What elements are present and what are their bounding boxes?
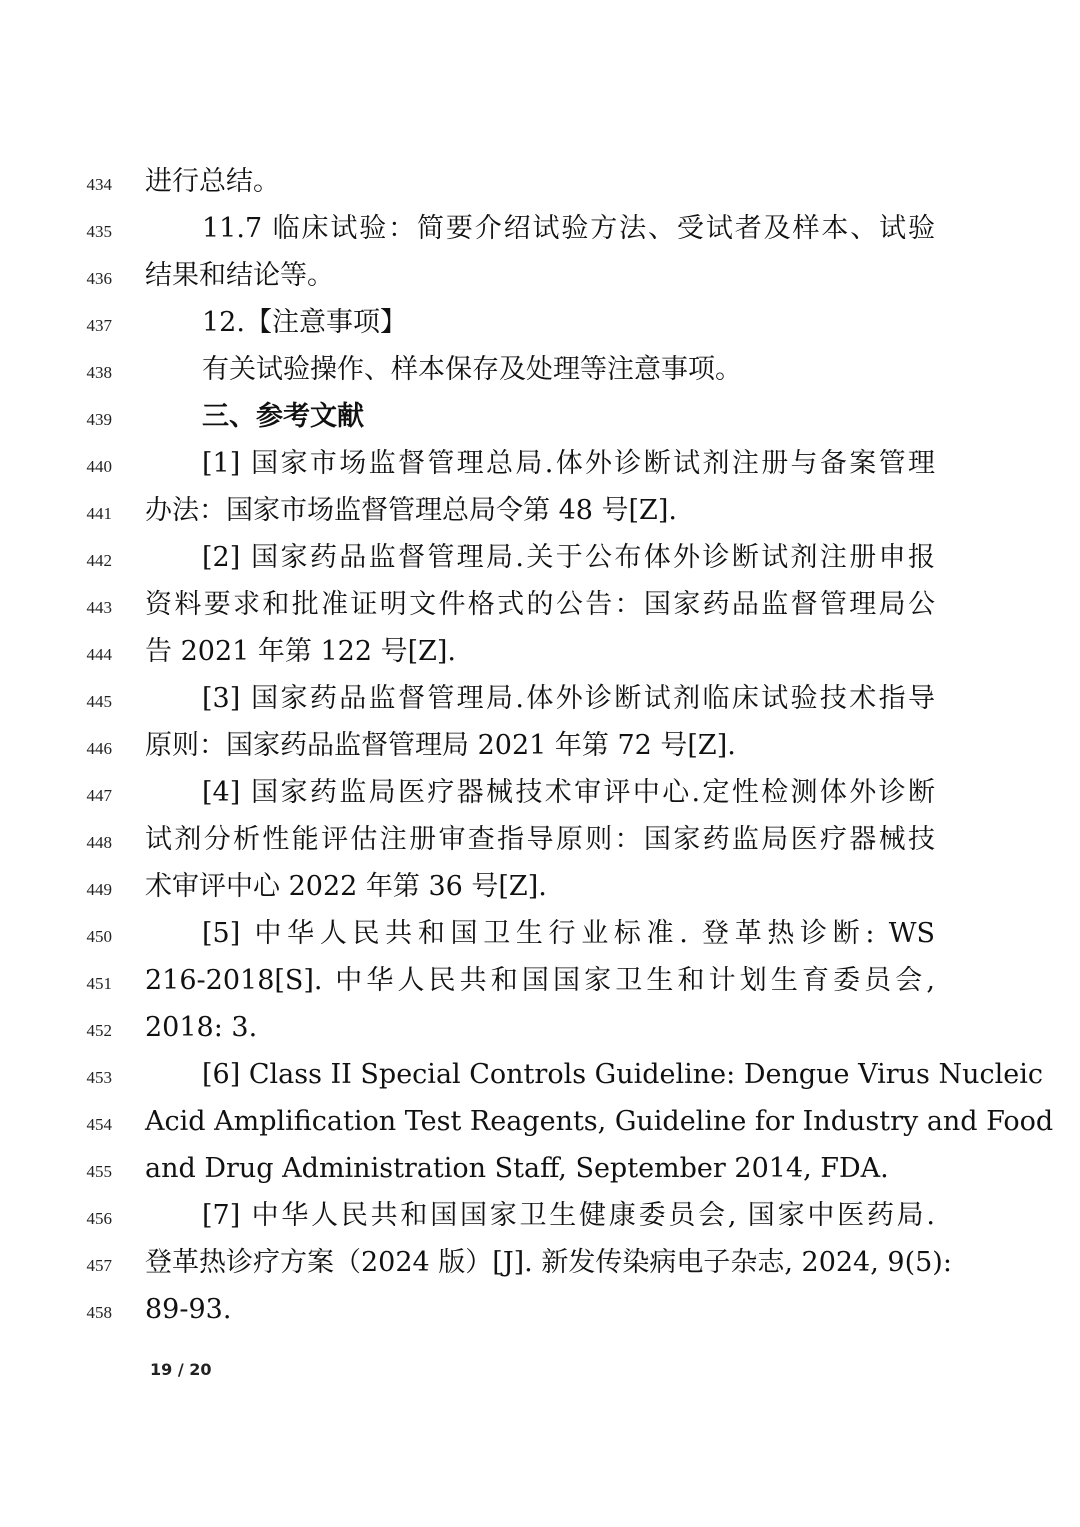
document-line (0, 1009, 1080, 1056)
body-text: 进行总结。 (145, 166, 280, 197)
document-line (0, 962, 1080, 1009)
line-number: 457 (86, 1256, 112, 1275)
document-line (0, 586, 1080, 633)
document-line (0, 445, 1080, 492)
line-number: 442 (86, 551, 112, 570)
line-number: 454 (86, 1115, 112, 1134)
reference-text: [5] 中华人民共和国卫生行业标准. 登革热诊断: WS (202, 918, 935, 949)
line-number: 435 (86, 222, 112, 241)
document-line (0, 257, 1080, 304)
line-number: 434 (86, 175, 112, 194)
line-number: 447 (86, 786, 112, 805)
line-number: 455 (86, 1162, 112, 1181)
line-number: 439 (86, 410, 112, 429)
reference-text: 资料要求和批准证明文件格式的公告：国家药品监督管理局公 (145, 589, 935, 620)
line-number: 450 (86, 927, 112, 946)
reference-text: 登革热诊疗方案（2024 版）[J]. 新发传染病电子杂志, 2024, 9(5): (145, 1247, 952, 1278)
document-line (0, 492, 1080, 539)
document-line (0, 210, 1080, 257)
document-line (0, 680, 1080, 727)
reference-text: 89-93. (145, 1294, 232, 1325)
document-line (0, 1291, 1080, 1338)
reference-text: 办法：国家市场监督管理总局令第 48 号[Z]. (145, 495, 677, 526)
reference-text: [6] Class II Special Controls Guideline: Dengue Virus Nucleic (202, 1059, 1043, 1090)
line-number: 438 (86, 363, 112, 382)
reference-text: 原则：国家药品监督管理局 2021 年第 72 号[Z]. (145, 730, 736, 761)
reference-text: [7] 中华人民共和国国家卫生健康委员会, 国家中医药局. (202, 1200, 935, 1231)
document-line (0, 351, 1080, 398)
page-number: 19 / 20 (150, 1360, 212, 1379)
body-text: 11.7 临床试验：简要介绍试验方法、受试者及样本、试验 (202, 213, 935, 244)
line-number: 436 (86, 269, 112, 288)
body-text: 结果和结论等。 (145, 260, 334, 291)
line-number: 440 (86, 457, 112, 476)
references-heading: 三、参考文献 (202, 401, 364, 432)
line-number: 446 (86, 739, 112, 758)
document-line (0, 1056, 1080, 1103)
reference-text: 告 2021 年第 122 号[Z]. (145, 636, 456, 667)
section-heading: 12.【注意事项】 (202, 307, 407, 338)
document-line (0, 304, 1080, 351)
line-number: 449 (86, 880, 112, 899)
reference-text: [4] 国家药监局医疗器械技术审评中心.定性检测体外诊断 (202, 777, 935, 808)
reference-text: 216-2018[S]. 中华人民共和国国家卫生和计划生育委员会, (145, 965, 935, 996)
reference-text: Acid Amplification Test Reagents, Guideline for Industry and Food (145, 1106, 1054, 1137)
document-line (0, 1244, 1080, 1291)
document-line (0, 821, 1080, 868)
document-line (0, 1197, 1080, 1244)
reference-text: [3] 国家药品监督管理局.体外诊断试剂临床试验技术指导 (202, 683, 935, 714)
line-number: 441 (86, 504, 112, 523)
line-number: 452 (86, 1021, 112, 1040)
reference-text: 试剂分析性能评估注册审查指导原则：国家药监局医疗器械技 (145, 824, 935, 855)
document-line (0, 163, 1080, 210)
line-number: 453 (86, 1068, 112, 1087)
document-line (0, 1150, 1080, 1197)
body-text: 有关试验操作、样本保存及处理等注意事项。 (202, 354, 742, 385)
document-line (0, 727, 1080, 774)
line-number: 451 (86, 974, 112, 993)
document-line (0, 398, 1080, 445)
document-line (0, 868, 1080, 915)
document-line (0, 1103, 1080, 1150)
reference-text: 2018: 3. (145, 1012, 258, 1043)
document-line (0, 539, 1080, 586)
line-number: 456 (86, 1209, 112, 1228)
reference-text: [1] 国家市场监督管理总局.体外诊断试剂注册与备案管理 (202, 448, 935, 479)
line-number: 445 (86, 692, 112, 711)
reference-text: [2] 国家药品监督管理局.关于公布体外诊断试剂注册申报 (202, 542, 935, 573)
document-line (0, 915, 1080, 962)
line-number: 444 (86, 645, 112, 664)
reference-text: and Drug Administration Staff, September 2014, FDA. (145, 1153, 889, 1184)
document-line (0, 774, 1080, 821)
line-number: 448 (86, 833, 112, 852)
document-line (0, 633, 1080, 680)
line-number: 443 (86, 598, 112, 617)
reference-text: 术审评中心 2022 年第 36 号[Z]. (145, 871, 547, 902)
line-number: 458 (86, 1303, 112, 1322)
line-number: 437 (86, 316, 112, 335)
